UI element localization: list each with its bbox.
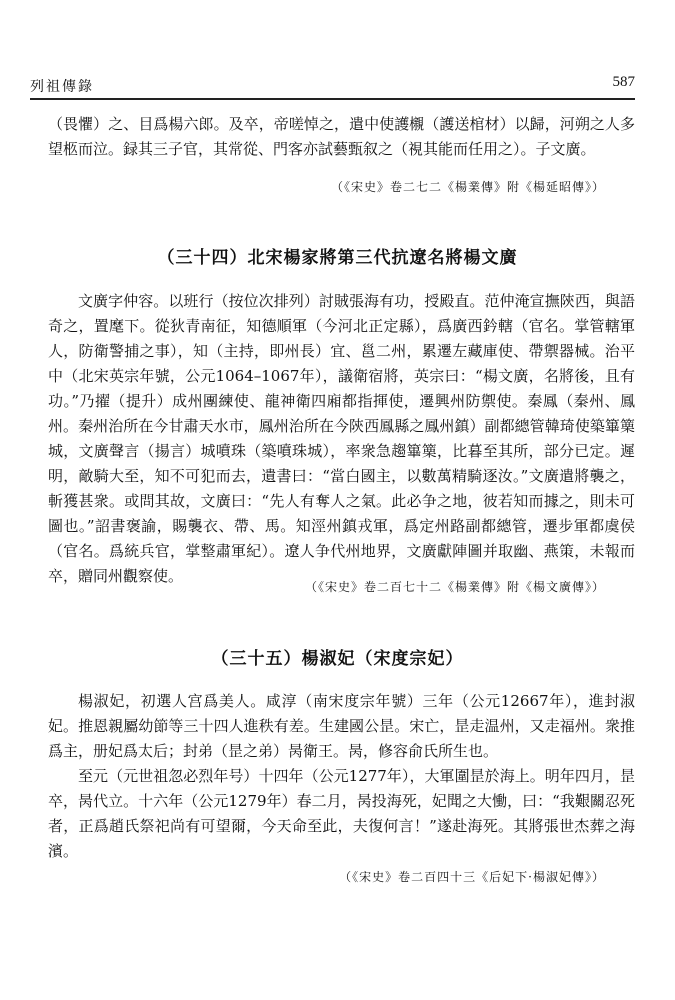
source-citation-yang-shufei: （《宋史》卷二百四十三《后妃下·楊淑妃傳》） [339, 870, 605, 884]
source-citation-yang-yanzhao: （《宋史》卷二七二《楊業傳》附《楊延昭傳》） [330, 180, 605, 194]
yang-wenguang-paragraph: 文廣字仲容。以班行（按位次排列）討賊張海有功，授殿直。范仲淹宣撫陝西，與語奇之，置麾下。從狄青南征，知德順軍（今河北正定縣），爲廣西鈐轄（官名。掌管轄軍人，防衛警捕之事），知（主持，即州長）宜、邕二州，累遷左藏庫使、帶禦器械。治平中（北宋英宗年號，公元1064–1067年），議衛宿將，英宗曰：“楊文廣，名將後，且有功。”乃擢（提升）成州團練使、龍神衛四廂都指揮使，遷興州防禦使。秦鳳（秦州、鳳州。秦州治所在今甘肅天水市，鳳州治所在今陝西鳳縣之鳳州鎮）副都總管韓琦使築篳篥城，文廣聲言（揚言）城噴珠（築噴珠城），率衆急趨篳篥，比暮至其所，部分已定。遲明，敵騎大至，知不可犯而去，遺書曰：“當白國主，以數萬精騎逐汝。”文廣遣將襲之，斬獲甚衆。或問其故，文廣曰：“先人有奪人之氣。此必争之地，彼若知而據之，則未可圖也。”詔書褒諭，賜襲衣、帶、馬。知涇州鎮戎軍，爲定州路副都總管，遷步軍都虞侯（官名。爲統兵官，掌整肅軍紀）。遼人争代州地界，文廣獻陣圖并取幽、燕策，未報而卒，贈同州觀察使。 [48, 292, 635, 585]
running-header-title: 列祖傳錄 [30, 79, 94, 95]
section-title-yang-shufei: （三十五）楊淑妃（宋度宗妃） [211, 649, 464, 669]
continuation-paragraph: （畏懼）之、目爲楊六郎。及卒，帝嗟悼之，遣中使護櫬（護送棺材）以歸，河朔之人多望柩而泣。録其三子官，其常從、門客亦試藝甄叙之（視其能而任用之）。子文廣。 [48, 115, 635, 158]
section-title-yang-wenguang: （三十四）北宋楊家將第三代抗遼名將楊文廣 [157, 248, 518, 268]
yang-shufei-paragraph-1: 楊淑妃，初選人宫爲美人。咸淳（南宋度宗年號）三年（公元12667年），進封淑妃。推恩親屬幼節等三十四人進秩有差。生建國公昰。宋亡，昰走温州，又走福州。衆推爲主，册妃爲太后；封弟（昰之弟）昺衛王。昺，修容俞氏所生也。 [48, 692, 635, 760]
source-citation-yang-wenguang: （《宋史》卷二百七十二《楊業傳》附《楊文廣傳》） [304, 580, 605, 594]
running-header [30, 72, 635, 100]
yang-shufei-paragraph-2: 至元（元世祖忽必烈年号）十四年（公元1277年），大軍圍昰於海上。明年四月，昰卒，昺代立。十六年（公元1279年）春二月，昺投海死，妃聞之大慟，曰：“我艱關忍死者，正爲趙氏祭祀尚有可望爾，今天命至此，夫復何言！”遂赴海死。其將張世杰葬之海濱。 [48, 767, 635, 860]
page-number: 587 [612, 74, 635, 90]
